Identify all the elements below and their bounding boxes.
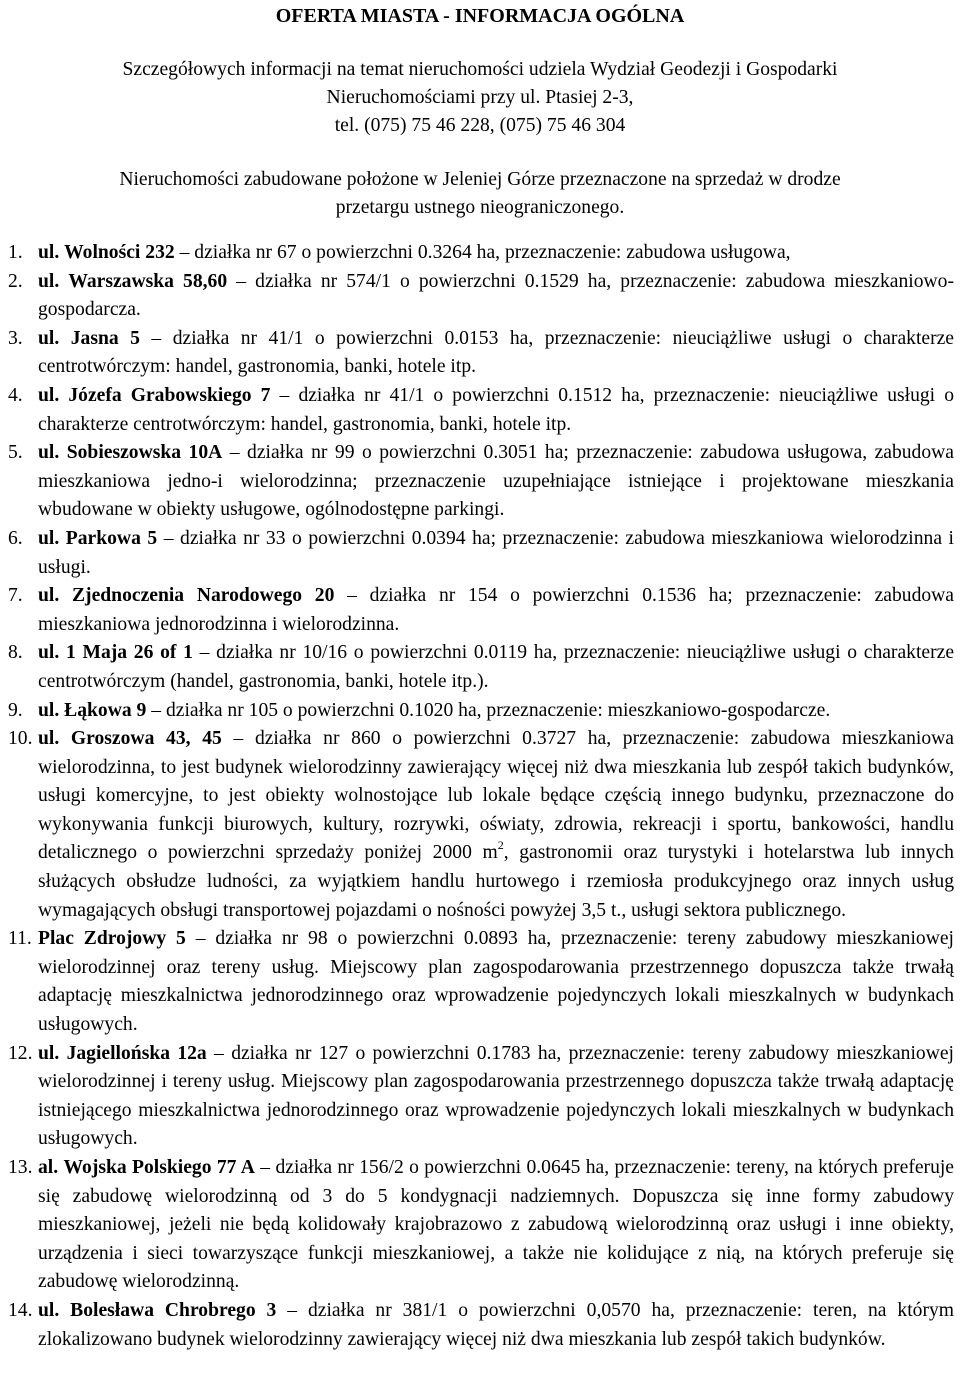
list-item-number: 4. xyxy=(8,384,23,406)
street-name: Plac Zdrojowy 5 xyxy=(38,928,186,950)
street-prefix: ul. xyxy=(38,384,60,406)
list-item-body: ul. Jasna 5 – działka nr 41/1 o powierzchni 0.0153 ha, przeznaczenie: nieuciążliwe usługi o charakterze centrotwórczym: handel, gastronomia, banki, hotele itp. xyxy=(38,327,954,378)
street-prefix: ul. xyxy=(38,728,60,750)
list-item xyxy=(8,639,954,696)
street-name: Groszowa 43, 45 xyxy=(70,728,222,750)
list-item-body: ul. Bolesława Chrobrego 3 – działka nr 381/1 o powierzchni 0,0570 ha, przeznaczenie: teren, na którym zlokalizowano budynek wielorodzinny zawierający więcej niż dwa mieszkania lub zespół takich budynków. xyxy=(38,1299,955,1350)
list-item-number: 8. xyxy=(8,642,23,664)
street-name: Jasna 5 xyxy=(70,327,140,349)
street-name: Sobieszowska 10A xyxy=(66,442,223,464)
street-prefix: ul. xyxy=(38,585,60,607)
list-item xyxy=(8,582,954,639)
property-description: działka nr 156/2 o powierzchni 0.0645 ha, przeznaczenie: tereny, na których preferuje się zabudowę wielorodzinną od 3 do 5 kondygnacji nadziemnych. Dopuszcza się inne formy zabudowy mieszkaniowej, jeżeli nie będą kolidowały krajobrazowo z zabudową wielorodzinną oraz usługi i inne obiekty, urządzenia i sieci towarzyszące funkcji mieszkaniowej, a także nie kolidujące z nią, na których preferuje się zabudowę wielorodzinną. xyxy=(38,1157,954,1293)
section-heading-line-2: przetargu ustnego nieograniczonego. xyxy=(335,197,625,218)
street-prefix: ul. xyxy=(38,699,60,721)
list-item-number: 14. xyxy=(8,1299,33,1321)
list-item xyxy=(8,697,954,726)
list-item-number: 13. xyxy=(8,1157,33,1178)
info-line-3: tel. (075) 75 46 228, (075) 75 46 304 xyxy=(334,115,626,136)
list-item xyxy=(8,925,954,1039)
street-prefix: ul. xyxy=(38,1299,60,1321)
list-item-body: ul. 1 Maja 26 of 1 – działka nr 10/16 o powierzchni 0.0119 ha, przeznaczenie: nieuciążliwe usługi o charakterze centrotwórczym (handel, gastronomia, banki, hotele itp.). xyxy=(38,642,955,692)
list-item-body: ul. Jagiellońska 12a – działka nr 127 o powierzchni 0.1783 ha, przeznaczenie: tereny zabudowy mieszkaniowej wielorodzinnej i tereny usług. Miejscowy plan zagospodarowania przestrzennego dopuszcza także trwałą adaptację istniejącego mieszkalnictwa jednorodzinnego oraz wprowadzenie pojedynczych lokali mieszkalnych w budynkach usługowych. xyxy=(38,1042,954,1150)
list-item-number: 6. xyxy=(8,527,23,549)
property-description: działka nr 381/1 o powierzchni 0,0570 ha, przeznaczenie: teren, na którym zlokalizowano budynek wielorodzinny zawierający więcej niż dwa mieszkania lub zespół takich budynków. xyxy=(38,1299,955,1350)
info-line-2: Nieruchomościami przy ul. Ptasiej 2-3, xyxy=(326,87,634,108)
street-prefix: ul. xyxy=(38,642,60,664)
property-description: działka nr 860 o powierzchni 0.3727 ha, przeznaczenie: zabudowa mieszkaniowa wielorodzinna, to jest budynek wielorodzinny zawierający więcej niż dwa mieszkania lub zespół takich budynków, usługi komercyjne, to jest obiekty wolnostojące lub lokale będące częścią innego budynku, przeznaczone do wykonywania funkcji biurowych, kultury, rozrywki, oświaty, zdrowia, rekreacji i sportu, bankowości, handlu detalicznego o powierzchni sprzedaży poniżej 2000 m xyxy=(38,728,955,864)
street-name: Zjednoczenia Narodowego 20 xyxy=(71,585,335,607)
street-name: Wojska Polskiego 77 A xyxy=(63,1157,255,1178)
list-item-body: ul. Zjednoczenia Narodowego 20 – działka nr 154 o powierzchni 0.1536 ha; przeznaczenie: zabudowa mieszkaniowa jednorodzinna i wielorodzinna. xyxy=(38,585,955,635)
list-item-body: ul. Łąkowa 9 – działka nr 105 o powierzchni 0.1020 ha, przeznaczenie: mieszkaniowo-gospodarcze. xyxy=(38,699,831,721)
list-item-body: Plac Zdrojowy 5 – działka nr 98 o powierzchni 0.0893 ha, przeznaczenie: tereny zabudowy mieszkaniowej wielorodzinnej oraz tereny usług. Miejscowy plan zagospodarowania przestrzennego dopuszcza także trwałą adaptację mieszkalnictwa jednorodzinnego oraz wprowadzenie pojedynczych lokali mieszkalnych w budynkach usługowych. xyxy=(38,928,954,1036)
property-description: działka nr 574/1 o powierzchni 0.1529 ha, przeznaczenie: zabudowa mieszkaniowo-gospodarcza. xyxy=(38,270,954,321)
section-heading-line-1: Nieruchomości zabudowane położone w Jeleniej Górze przeznaczone na sprzedaż w drodze xyxy=(119,169,841,190)
list-item-body: ul. Parkowa 5 – działka nr 33 o powierzchni 0.0394 ha; przeznaczenie: zabudowa mieszkaniowa wielorodzinna i usługi. xyxy=(38,527,954,578)
list-item-body: al. Wojska Polskiego 77 A – działka nr 156/2 o powierzchni 0.0645 ha, przeznaczenie: tereny, na których preferuje się zabudowę wielorodzinną od 3 do 5 kondygnacji nadziemnych. Dopuszcza się inne formy zabudowy mieszkaniowej, jeżeli nie będą kolidowały krajobrazowo z zabudową wielorodzinną oraz usługi i inne obiekty, urządzenia i sieci towarzyszące funkcji mieszkaniowej, a także nie kolidujące z nią, na których preferuje się zabudowę wielorodzinną. xyxy=(38,1157,954,1293)
list-item xyxy=(8,268,954,325)
street-name: Bolesława Chrobrego 3 xyxy=(70,1299,277,1321)
list-item xyxy=(8,1040,954,1154)
street-prefix: al. xyxy=(38,1157,59,1178)
list-item xyxy=(8,725,954,925)
property-description: działka nr 33 o powierzchni 0.0394 ha; przeznaczenie: zabudowa mieszkaniowa wielorodzinna i usługi. xyxy=(38,527,954,578)
property-description: działka nr 10/16 o powierzchni 0.0119 ha, przeznaczenie: nieuciążliwe usługi o charakterze centrotwórczym (handel, gastronomia, banki, hotele itp.). xyxy=(38,642,955,692)
list-item-body: ul. Józefa Grabowskiego 7 – działka nr 41/1 o powierzchni 0.1512 ha, przeznaczenie: nieuciążliwe usługi o charakterze centrotwórczym: handel, gastronomia, banki, hotele itp. xyxy=(38,384,955,435)
list-item-number: 11. xyxy=(8,928,32,950)
list-item-body: ul. Groszowa 43, 45 – działka nr 860 o powierzchni 0.3727 ha, przeznaczenie: zabudowa mieszkaniowa wielorodzinna, to jest budynek wielorodzinny zawierający więcej niż dwa mieszkania lub zespół takich budynków, usługi komercyjne, to jest obiekty wolnostojące lub lokale będące częścią innego budynku, przeznaczone do wykonywania funkcji biurowych, kultury, rozrywki, oświaty, zdrowia, rekreacji i sportu, bankowości, handlu detalicznego o powierzchni sprzedaży poniżej 2000 $m^2$, gastronomii oraz turystyki i hotelarstwa lub innych służących obsłudze ludności, za wyjątkiem handlu hurtowego i rzemiosła produkcyjnego oraz innych usług wymagających obsługi transportowej pojazdami o nośności powyżej 3,5 t., usługi sektora publicznego. xyxy=(38,728,955,921)
street-name: Warszawska 58,60 xyxy=(68,270,228,292)
list-item xyxy=(8,325,954,382)
list-item xyxy=(8,439,954,525)
property-description: działka nr 41/1 o powierzchni 0.1512 ha, przeznaczenie: nieuciążliwe usługi o charakterze centrotwórczym: handel, gastronomia, banki, hotele itp. xyxy=(38,384,955,435)
street-prefix: ul. xyxy=(38,1042,60,1064)
street-prefix: ul. xyxy=(38,270,60,292)
property-description-continued: , gastronomii oraz turystyki i hotelarstwa lub innych służących obsłudze ludności, za wyjątkiem handlu hurtowego i rzemiosła produkcyjnego oraz innych usług wymagających obsługi transportowej pojazdami o nośności powyżej 3,5 t., usługi sektora publicznego. xyxy=(38,842,954,921)
street-prefix: ul. xyxy=(38,242,60,263)
list-item-body: ul. Wolności 232 – działka nr 67 o powierzchni 0.3264 ha, przeznaczenie: zabudowa usługowa, xyxy=(38,242,791,263)
list-item xyxy=(8,239,954,268)
property-description: działka nr 98 o powierzchni 0.0893 ha, przeznaczenie: tereny zabudowy mieszkaniowej wielorodzinnej oraz tereny usług. Miejscowy plan zagospodarowania przestrzennego dopuszcza także trwałą adaptację mieszkalnictwa jednorodzinnego oraz wprowadzenie pojedynczych lokali mieszkalnych w budynkach usługowych. xyxy=(38,928,954,1036)
street-name: 1 Maja 26 of 1 xyxy=(65,642,193,664)
list-item xyxy=(8,1154,954,1297)
info-line-1: Szczegółowych informacji na temat nieruchomości udziela Wydział Geodezji i Gospodarki xyxy=(122,59,838,80)
list-item-number: 3. xyxy=(8,327,23,349)
street-prefix: ul. xyxy=(38,527,60,549)
list-item-number: 5. xyxy=(8,442,23,464)
list-item xyxy=(8,382,954,439)
list-item-number: 10. xyxy=(8,728,33,750)
list-item-body: ul. Sobieszowska 10A – działka nr 99 o powierzchni 0.3051 ha; przeznaczenie: zabudowa usługowa, zabudowa mieszkaniowa jedno-i wielorodzinna; przeznaczenie uzupełniające istniejące i projektowane mieszkania wbudowane w obiekty usługowe, ogólnodostępne parkingi. xyxy=(38,442,954,521)
property-description: działka nr 41/1 o powierzchni 0.0153 ha, przeznaczenie: nieuciążliwe usługi o charakterze centrotwórczym: handel, gastronomia, banki, hotele itp. xyxy=(38,327,954,378)
street-name: Jagiellońska 12a xyxy=(66,1042,207,1064)
property-description: działka nr 67 o powierzchni 0.3264 ha, przeznaczenie: zabudowa usługowa, xyxy=(194,242,791,263)
list-item-body: ul. Warszawska 58,60 – działka nr 574/1 o powierzchni 0.1529 ha, przeznaczenie: zabudowa mieszkaniowo-gospodarcza. xyxy=(38,270,954,321)
list-item-number: 12. xyxy=(8,1042,33,1064)
property-list xyxy=(8,239,954,1354)
property-description: działka nr 99 o powierzchni 0.3051 ha; przeznaczenie: zabudowa usługowa, zabudowa mieszkaniowa jedno-i wielorodzinna; przeznaczenie uzupełniające istniejące i projektowane mieszkania wbudowane w obiekty usługowe, ogólnodostępne parkingi. xyxy=(38,442,954,521)
street-name: Józefa Grabowskiego 7 xyxy=(68,384,271,406)
street-prefix: ul. xyxy=(38,442,60,464)
property-description: działka nr 127 o powierzchni 0.1783 ha, przeznaczenie: tereny zabudowy mieszkaniowej wielorodzinnej i tereny usług. Miejscowy plan zagospodarowania przestrzennego dopuszcza także trwałą adaptację istniejącego mieszkalnictwa jednorodzinnego oraz wprowadzenie pojedynczych lokali mieszkalnych w budynkach usługowych. xyxy=(38,1042,954,1150)
list-item xyxy=(8,1297,954,1354)
street-name: Wolności 232 xyxy=(64,242,175,263)
superscript: 2 xyxy=(497,838,504,853)
list-item-number: 2. xyxy=(8,270,23,292)
list-item-number: 9. xyxy=(8,699,23,721)
property-description: działka nr 154 o powierzchni 0.1536 ha; przeznaczenie: zabudowa mieszkaniowa jednorodzinna i wielorodzinna. xyxy=(38,585,955,635)
property-description: działka nr 105 o powierzchni 0.1020 ha, przeznaczenie: mieszkaniowo-gospodarcze. xyxy=(165,699,831,721)
street-name: Łąkowa 9 xyxy=(64,699,147,721)
street-prefix: ul. xyxy=(38,327,60,349)
list-item xyxy=(8,525,954,582)
page-title: OFERTA MIASTA - INFORMACJA OGÓLNA xyxy=(275,5,685,27)
list-item-number: 7. xyxy=(8,585,23,607)
list-item-number: 1. xyxy=(8,242,23,263)
street-name: Parkowa 5 xyxy=(65,527,158,549)
